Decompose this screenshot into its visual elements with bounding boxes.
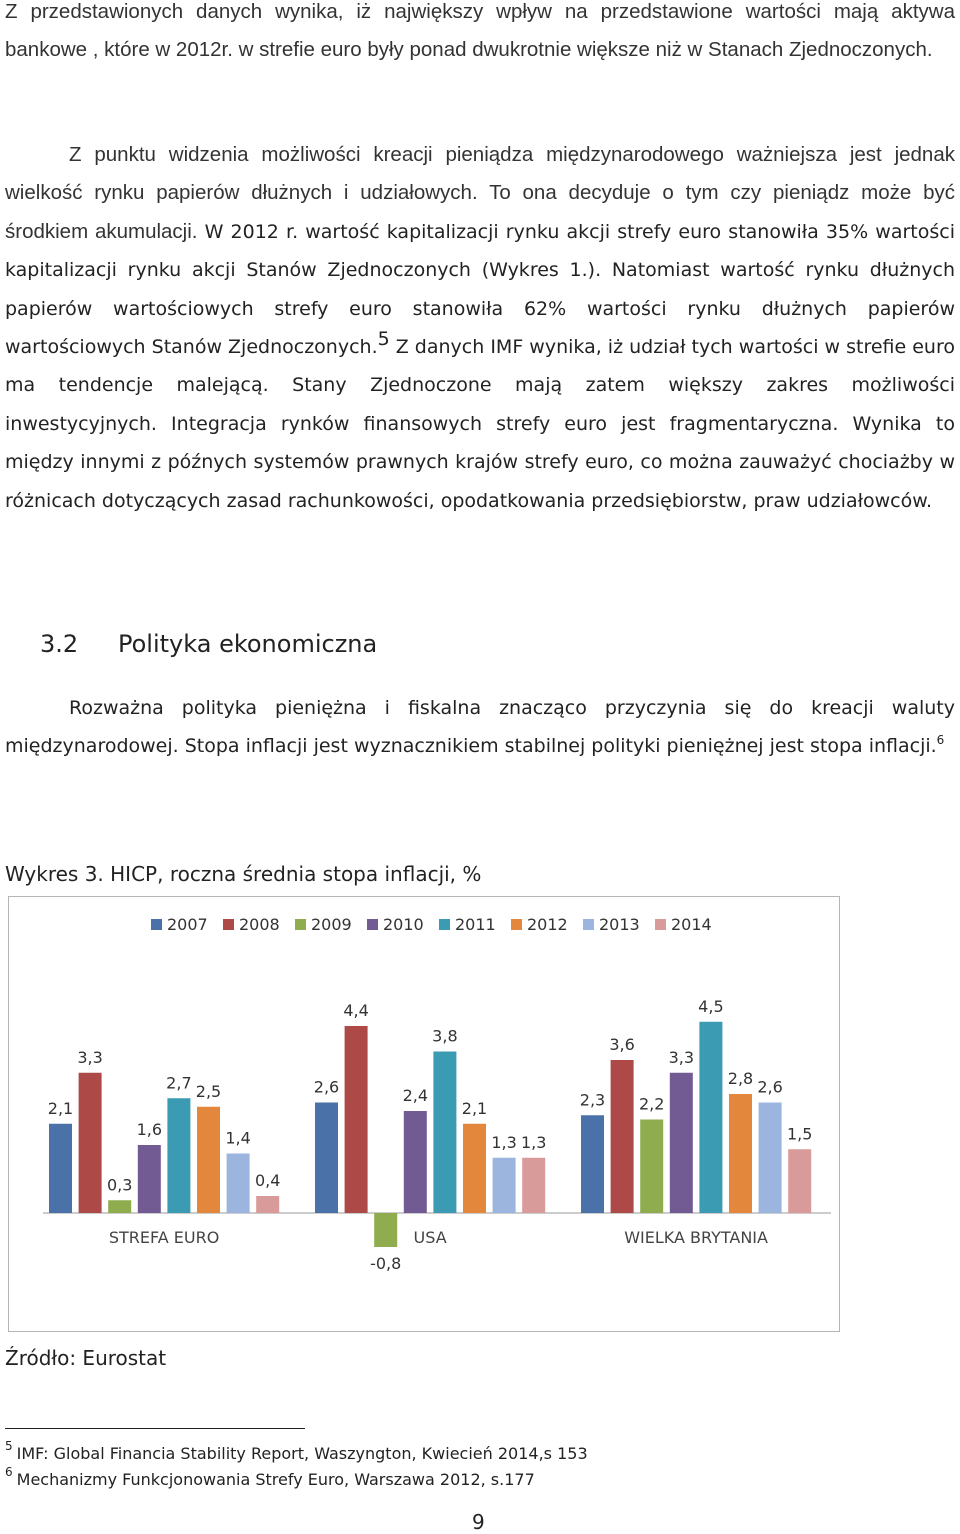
data-label-2013-0: 1,4 — [225, 1128, 251, 1148]
legend-label-2007: 2007 — [167, 915, 208, 934]
bar-2011-0 — [167, 1098, 190, 1213]
paragraph-markets-intro: Z punktu widzenia możliwości kreacji pieniądza międzynarodowego ważniejsza jest jednak wielkość rynku papierów dłużnych i udziałowych. To ona decyduje o tym czy pieniądz może być środkiem akumulacji. — [5, 143, 955, 243]
data-label-2014-0: 0,4 — [254, 1171, 281, 1190]
section-heading — [40, 630, 377, 658]
paragraph-markets-end: Z danych IMF wynika, iż udział tych wartości w strefie euro ma tendencje malejącą. Stany Zjednoczone mają zatem większy zakres możliwości inwestycyjnych. Integracja rynków finansowych strefy euro jest fragmentaryczna. Wynika to między innymi z późnych systemów prawnych krajów strefy euro, co można zauważyć chociażby w różnicach dotyczących zasad rachunkowości, opodatkowania przedsiębiorstw, praw udziałowców. — [5, 336, 955, 512]
footnote-ref-5: 5 — [377, 328, 390, 351]
bar-2013-0 — [227, 1154, 250, 1214]
footnote-6-text: Mechanizmy Funkcjonowania Strefy Euro, Warszawa 2012, s.177 — [16, 1470, 535, 1489]
paragraph-assets — [5, 0, 955, 70]
bar-2010-2 — [670, 1073, 693, 1213]
section-number: 3.2 — [40, 630, 79, 658]
legend-label-2014: 2014 — [671, 915, 712, 934]
data-label-2008-0: 3,3 — [77, 1047, 103, 1067]
source-note: Źródło: Eurostat — [5, 1346, 167, 1370]
paragraph-markets-body: W 2012 r. wartość kapitalizacji rynku akcji strefy euro stanowiła 35% wartości kapitalizacji rynku akcji Stanów Zjednoczonych (Wykres 1.). Natomiast wartość rynku dłużnych papierów wartościowych strefy euro stanowiła 62% wartości rynku dłużnych papierów wartościowych Stanów Zjednoczonych. — [5, 220, 955, 359]
legend-label-2013: 2013 — [599, 915, 640, 934]
data-label-2007-2: 2,3 — [579, 1090, 606, 1110]
legend-label-2011: 2011 — [455, 915, 496, 934]
bar-2012-1 — [463, 1124, 486, 1213]
paragraph-markets — [5, 136, 955, 520]
footnote-6 — [5, 1465, 535, 1489]
legend-swatch-2007 — [151, 919, 162, 930]
bar-2007-1 — [315, 1103, 338, 1214]
footnote-ref-6: 6 — [936, 733, 945, 748]
data-label-2010-1: 2,4 — [402, 1086, 429, 1105]
bar-2013-1 — [493, 1158, 516, 1213]
footnote-5-number: 5 — [5, 1439, 13, 1453]
bar-2012-2 — [729, 1094, 752, 1213]
bar-2010-0 — [138, 1145, 161, 1213]
legend-label-2009: 2009 — [311, 915, 352, 934]
inflation-chart-svg — [9, 897, 839, 1331]
legend-swatch-2010 — [367, 919, 378, 930]
data-label-2012-1: 2,1 — [461, 1098, 488, 1118]
data-label-2008-1: 4,4 — [343, 1001, 369, 1020]
data-label-2011-2: 4,5 — [698, 996, 724, 1016]
bar-2007-2 — [581, 1115, 604, 1213]
legend-swatch-2013 — [583, 919, 594, 930]
data-label-2008-2: 3,6 — [609, 1035, 635, 1054]
legend-swatch-2012 — [511, 919, 522, 930]
footnote-5 — [5, 1439, 588, 1463]
legend-swatch-2009 — [295, 919, 306, 930]
bar-2008-2 — [611, 1060, 634, 1213]
data-label-2009-0: 0,3 — [106, 1175, 133, 1195]
paragraph-policy-text: Rozważna polityka pieniężna i fiskalna znacząco przyczynia się do kreacji waluty międzynarodowej. Stopa inflacji jest wyznacznikiem stabilnej polityki pieniężnej jest stopa inflacji. — [5, 697, 955, 758]
data-label-2009-2: 2,2 — [638, 1094, 665, 1114]
section-title: Polityka ekonomiczna — [118, 630, 378, 658]
bar-2014-2 — [788, 1149, 811, 1213]
data-label-2014-1: 1,3 — [520, 1132, 547, 1152]
legend-label-2012: 2012 — [527, 915, 568, 934]
bar-2007-0 — [49, 1124, 72, 1213]
footnote-5-text: IMF: Global Financia Stability Report, Waszyngton, Kwiecień 2014,s 153 — [16, 1444, 588, 1463]
bar-2011-2 — [699, 1022, 722, 1213]
data-label-2010-0: 1,6 — [136, 1120, 163, 1139]
data-label-2007-0: 2,1 — [47, 1098, 74, 1118]
legend-swatch-2008 — [223, 919, 234, 930]
bar-2009-2 — [640, 1120, 663, 1214]
data-label-2013-1: 1,3 — [491, 1132, 517, 1152]
data-label-2009-1: -0,8 — [370, 1254, 402, 1273]
page-number: 9 — [472, 1510, 485, 1534]
legend-label-2008: 2008 — [239, 915, 280, 934]
bar-2008-0 — [79, 1073, 102, 1213]
legend-swatch-2014 — [655, 919, 666, 930]
category-label-1: USA — [413, 1228, 447, 1247]
paragraph-policy — [5, 689, 955, 766]
bar-2010-1 — [404, 1111, 427, 1213]
data-label-2007-1: 2,6 — [313, 1077, 340, 1097]
footnote-separator — [5, 1428, 305, 1429]
bar-2009-0 — [108, 1200, 131, 1213]
footnote-6-number: 6 — [5, 1465, 13, 1479]
bar-2011-1 — [433, 1052, 456, 1214]
bar-2014-0 — [256, 1196, 279, 1213]
bar-2009-1 — [374, 1213, 397, 1247]
bar-2012-0 — [197, 1107, 220, 1213]
data-label-2011-0: 2,7 — [166, 1073, 192, 1093]
bar-2014-1 — [522, 1158, 545, 1213]
category-label-0: STREFA EURO — [108, 1228, 220, 1247]
data-label-2012-0: 2,5 — [195, 1081, 222, 1101]
data-label-2014-2: 1,5 — [786, 1124, 813, 1144]
bar-2013-2 — [759, 1103, 782, 1214]
data-label-2013-2: 2,6 — [757, 1077, 783, 1097]
figure-caption: Wykres 3. HICP, roczna średnia stopa inflacji, % — [5, 862, 482, 886]
bar-2008-1 — [345, 1026, 368, 1213]
data-label-2011-1: 3,8 — [432, 1026, 458, 1046]
data-label-2010-2: 3,3 — [668, 1047, 695, 1067]
data-label-2012-2: 2,8 — [727, 1069, 754, 1088]
category-label-2: WIELKA BRYTANIA — [624, 1228, 768, 1247]
legend-swatch-2011 — [439, 919, 450, 930]
inflation-chart — [8, 896, 840, 1332]
paragraph-assets-text: Z przedstawionych danych wynika, iż największy wpływ na przedstawione wartości mają aktywa bankowe , które w 2012r. w strefie euro były ponad dwukrotnie większe niż w Stanach Zjednoczonych. — [5, 0, 955, 62]
legend-label-2010: 2010 — [383, 915, 424, 934]
